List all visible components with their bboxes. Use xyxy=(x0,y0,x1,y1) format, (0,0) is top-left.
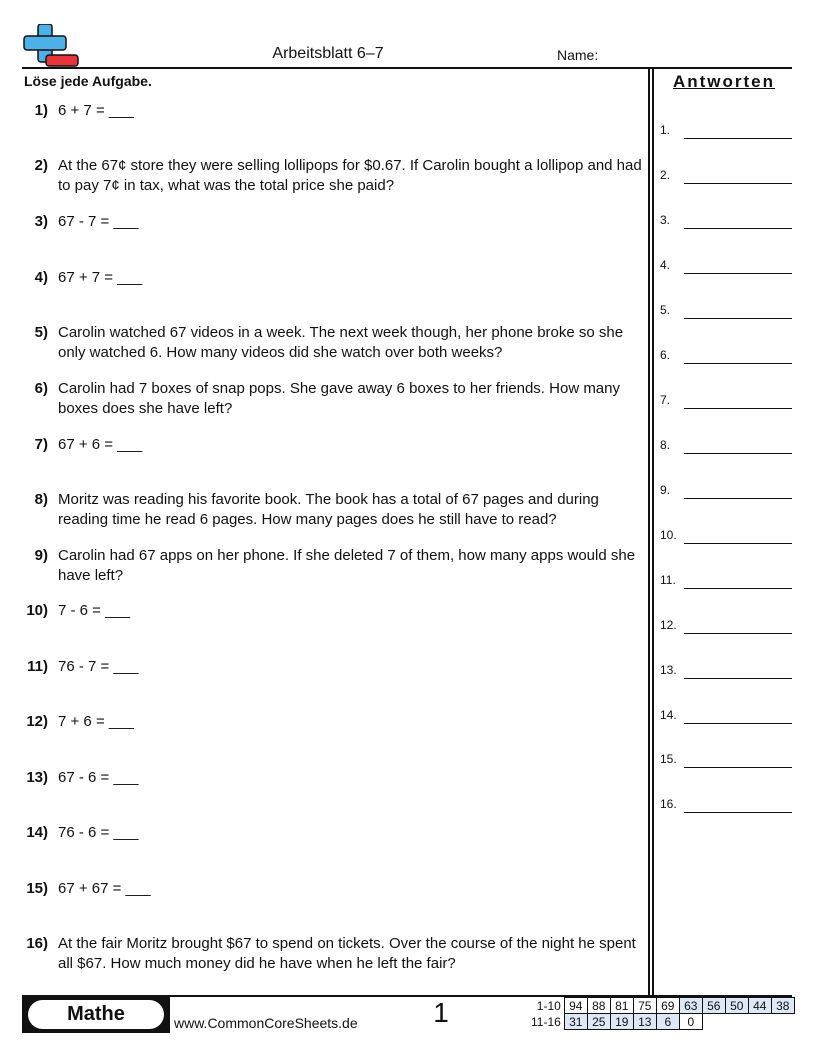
answer-line[interactable] xyxy=(684,273,792,274)
answer-row-9 xyxy=(660,479,792,499)
column-divider xyxy=(652,67,654,995)
answer-number: 12. xyxy=(660,618,677,632)
score-cell: 19 xyxy=(610,1014,633,1030)
problem-text: 67 - 6 = ___ xyxy=(58,769,139,786)
problem-number: 15) xyxy=(26,880,48,897)
answer-row-16 xyxy=(660,793,792,813)
score-cell: 31 xyxy=(564,1014,587,1030)
answer-row-15 xyxy=(660,748,792,768)
score-cell: 69 xyxy=(656,998,679,1014)
answer-row-14 xyxy=(660,704,792,724)
answer-number: 8. xyxy=(660,438,671,452)
problem-number: 2) xyxy=(34,157,48,174)
answer-number: 1. xyxy=(660,123,671,137)
score-row-label: 11-16 xyxy=(531,1014,561,1029)
answer-line[interactable] xyxy=(684,633,792,634)
score-cell: 6 xyxy=(656,1014,679,1030)
problem-text: 76 - 6 = ___ xyxy=(58,824,139,841)
answer-number: 6. xyxy=(660,348,671,362)
problem-number: 6) xyxy=(34,380,48,397)
answer-number: 3. xyxy=(660,213,671,227)
problem-text: Moritz was reading his favorite book. The book has a total of 67 pages and during reading time he read 6 pages. How many pages does he still have to read? xyxy=(58,491,599,528)
problem-number: 1) xyxy=(34,102,48,119)
answer-line[interactable] xyxy=(684,498,792,499)
problem-number: 9) xyxy=(34,547,48,564)
answer-row-2 xyxy=(660,164,792,184)
answer-number: 15. xyxy=(660,752,677,766)
answer-line[interactable] xyxy=(684,543,792,544)
score-cell: 0 xyxy=(679,1014,702,1030)
answer-row-5 xyxy=(660,299,792,319)
answer-row-6 xyxy=(660,344,792,364)
problem-text: At the fair Moritz brought $67 to spend on tickets. Over the course of the night he spent all $67. How much money did he have when he left the fair? xyxy=(58,935,636,972)
problem-text: 76 - 7 = ___ xyxy=(58,658,139,675)
problem-number: 5) xyxy=(34,324,48,341)
answer-number: 10. xyxy=(660,528,677,542)
answer-row-7 xyxy=(660,389,792,409)
problem-number: 10) xyxy=(26,602,48,619)
score-cell: 94 xyxy=(564,998,587,1014)
answer-line[interactable] xyxy=(684,408,792,409)
header-divider xyxy=(22,67,792,69)
answer-line[interactable] xyxy=(684,767,792,768)
score-cell: 88 xyxy=(587,998,610,1014)
instructions: Löse jede Aufgabe. xyxy=(24,73,152,89)
score-cell: 25 xyxy=(587,1014,610,1030)
score-table xyxy=(528,997,795,1030)
score-cell: 81 xyxy=(610,998,633,1014)
score-row xyxy=(528,998,794,1014)
name-label: Name: xyxy=(557,47,599,63)
page-title: Arbeitsblatt 6–7 xyxy=(272,45,384,62)
answer-row-3 xyxy=(660,209,792,229)
problem-number: 12) xyxy=(26,713,48,730)
answer-line[interactable] xyxy=(684,812,792,813)
answer-number: 16. xyxy=(660,797,677,811)
problem-number: 8) xyxy=(34,491,48,508)
score-row xyxy=(528,1014,794,1030)
score-cell: 75 xyxy=(633,998,656,1014)
brand-label: Mathe xyxy=(28,1000,164,1029)
answers-heading: Antworten xyxy=(672,72,776,91)
problem-text: Carolin had 67 apps on her phone. If she deleted 7 of them, how many apps would she have left? xyxy=(58,547,636,584)
problem-text: 67 + 6 = ___ xyxy=(58,436,143,453)
problem-number: 11) xyxy=(27,658,48,675)
problem-text: 7 + 6 = ___ xyxy=(58,713,134,730)
site-url: www.CommonCoreSheets.de xyxy=(174,1015,358,1031)
answer-number: 14. xyxy=(660,708,677,722)
answer-line[interactable] xyxy=(684,228,792,229)
score-cell: 44 xyxy=(748,998,771,1014)
answer-line[interactable] xyxy=(684,318,792,319)
problem-text: 7 - 6 = ___ xyxy=(58,602,131,619)
answer-number: 13. xyxy=(660,663,677,677)
page-number: 1 xyxy=(433,997,449,1028)
answer-line[interactable] xyxy=(684,138,792,139)
answer-line[interactable] xyxy=(684,678,792,679)
answer-number: 7. xyxy=(660,393,671,407)
answer-row-12 xyxy=(660,614,792,634)
problem-text: At the 67¢ store they were selling lollipops for $0.67. If Carolin bought a lollipop and had to pay 7¢ in tax, what was the total price she paid? xyxy=(58,157,642,194)
score-row-label: 1-10 xyxy=(536,998,561,1013)
answer-line[interactable] xyxy=(684,588,792,589)
answer-number: 2. xyxy=(660,168,671,182)
answer-row-10 xyxy=(660,524,792,544)
answer-line[interactable] xyxy=(684,183,792,184)
answer-row-11 xyxy=(660,569,792,589)
score-cell: 50 xyxy=(725,998,748,1014)
answer-row-13 xyxy=(660,659,792,679)
answer-line[interactable] xyxy=(684,723,792,724)
answer-number: 5. xyxy=(660,303,671,317)
problem-number: 7) xyxy=(34,436,48,453)
problem-text: 67 - 7 = ___ xyxy=(58,213,139,230)
problem-number: 13) xyxy=(26,769,48,786)
answer-number: 9. xyxy=(660,483,671,497)
answer-number: 4. xyxy=(660,258,671,272)
answer-row-4 xyxy=(660,254,792,274)
answer-row-1 xyxy=(660,119,792,139)
problem-text: 67 + 67 = ___ xyxy=(58,880,151,897)
score-cell: 13 xyxy=(633,1014,656,1030)
problem-number: 4) xyxy=(34,269,48,286)
score-cell: 63 xyxy=(679,998,702,1014)
problem-number: 14) xyxy=(26,824,48,841)
answer-line[interactable] xyxy=(684,453,792,454)
score-cell: 56 xyxy=(702,998,725,1014)
score-cell: 38 xyxy=(771,998,794,1014)
column-divider xyxy=(648,67,650,995)
problem-text: Carolin had 7 boxes of snap pops. She gave away 6 boxes to her friends. How many boxes does she have left? xyxy=(58,380,620,417)
problem-number: 16) xyxy=(26,935,48,952)
problem-number: 3) xyxy=(34,213,48,230)
answer-line[interactable] xyxy=(684,363,792,364)
problem-text: 6 + 7 = ___ xyxy=(58,102,134,119)
answer-row-8 xyxy=(660,434,792,454)
problem-text: Carolin watched 67 videos in a week. The next week though, her phone broke so she only watched 6. How many videos did she watch over both weeks? xyxy=(58,324,624,361)
answer-number: 11. xyxy=(660,573,676,587)
problem-text: 67 + 7 = ___ xyxy=(58,269,143,286)
